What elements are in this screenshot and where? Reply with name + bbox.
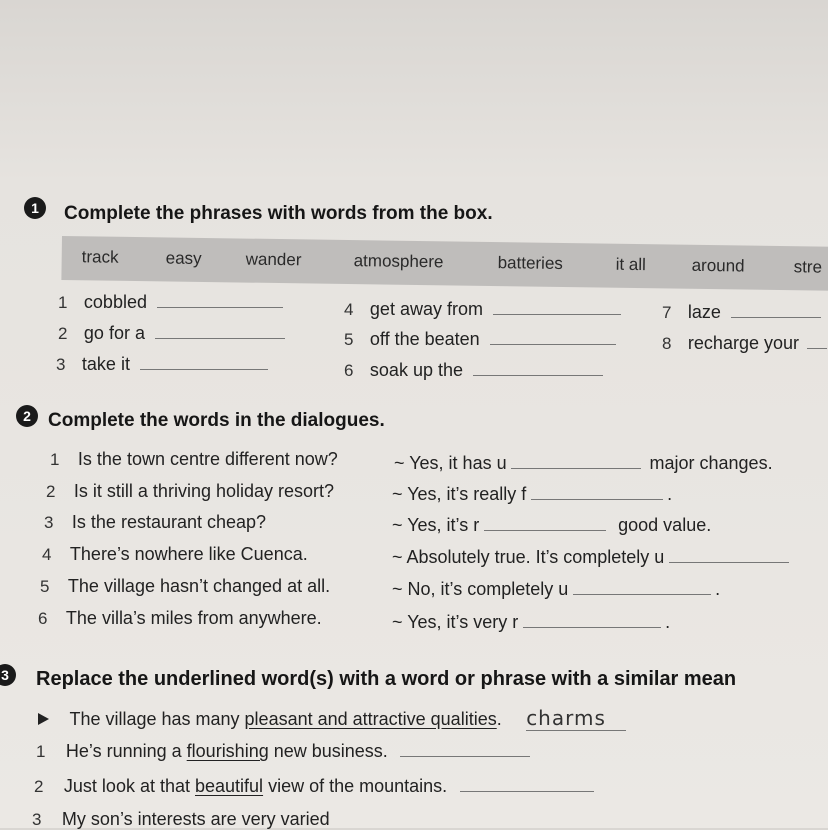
dialogue-question: 3 Is the restaurant cheap? (44, 512, 267, 532)
dialogue-answer: ~ No, it’s completely u . (392, 579, 721, 599)
dialogue-answer: ~ Yes, it has u major changes. (394, 453, 773, 473)
answer-blank[interactable] (490, 330, 616, 345)
answer-blank[interactable] (460, 777, 594, 792)
box-word: easy (165, 248, 202, 268)
exercise-3-number: 3 (0, 664, 16, 686)
phrase-item: 1 cobbled (58, 292, 283, 313)
dialogue-question: 4 There’s nowhere like Cuenca. (42, 544, 308, 564)
dialogue-answer: ~ Yes, it’s very r . (392, 612, 671, 632)
answer-blank[interactable] (140, 355, 268, 370)
answer-blank[interactable] (473, 361, 603, 376)
exercise-1-heading: Complete the phrases with words from the box. (64, 203, 493, 224)
box-word: track (81, 247, 119, 267)
answer-blank[interactable] (523, 613, 661, 628)
phrase-item: 4 get away from (344, 299, 621, 320)
answer-blank[interactable] (573, 580, 711, 595)
answer-blank[interactable] (484, 516, 606, 531)
exercise-3-heading: Replace the underlined word(s) with a word or phrase with a similar mean (36, 668, 737, 690)
replace-item: 3 My son’s interests are very varied (32, 809, 330, 829)
answer-blank[interactable] (731, 303, 821, 318)
box-word: batteries (497, 253, 564, 273)
word-box (61, 236, 828, 291)
example-arrow-icon (38, 713, 49, 725)
replace-item: 1 He’s running a flourishing new business. (36, 741, 530, 762)
dialogue-question: 2 Is it still a thriving holiday resort? (46, 481, 335, 501)
dialogue-question: 1 Is the town centre different now? (50, 449, 338, 469)
answer-blank[interactable] (157, 293, 283, 308)
box-word: wander (245, 249, 302, 270)
answer-blank[interactable] (493, 300, 621, 315)
phrase-item: 2 go for a (58, 323, 285, 344)
phrase-item: 6 soak up the (344, 360, 603, 381)
answer-blank[interactable] (807, 334, 827, 349)
dialogue-question: 5 The village hasn’t changed at all. (40, 576, 331, 596)
answer-blank[interactable] (511, 454, 641, 469)
handwritten-answer: charms (526, 706, 626, 731)
dialogue-answer: ~ Yes, it’s really f . (392, 484, 673, 504)
exercise-1-number: 1 (24, 197, 46, 219)
box-word: atmosphere (353, 251, 444, 272)
phrase-item: 7 laze (662, 302, 821, 323)
phrase-item: 5 off the beaten (344, 329, 616, 350)
dialogue-question: 6 The villa’s miles from anywhere. (38, 608, 322, 628)
answer-blank[interactable] (669, 548, 789, 563)
answer-blank[interactable] (400, 742, 530, 757)
box-word: stre (793, 257, 823, 277)
dialogue-answer: ~ Absolutely true. It’s completely u (392, 547, 789, 568)
dialogue-answer: ~ Yes, it’s r good value. (392, 515, 712, 535)
example-item: The village has many pleasant and attractive qualities. charms (38, 706, 626, 730)
replace-item: 2 Just look at that beautiful view of the mountains. (34, 776, 594, 797)
exercise-2-heading: Complete the words in the dialogues. (48, 410, 385, 431)
phrase-item: 3 take it (56, 354, 268, 375)
box-word: it all (615, 254, 647, 275)
answer-blank[interactable] (155, 324, 285, 339)
answer-blank[interactable] (531, 485, 663, 500)
phrase-item: 8 recharge your (662, 333, 827, 354)
exercise-2-number: 2 (16, 405, 38, 427)
box-word: around (691, 255, 745, 276)
